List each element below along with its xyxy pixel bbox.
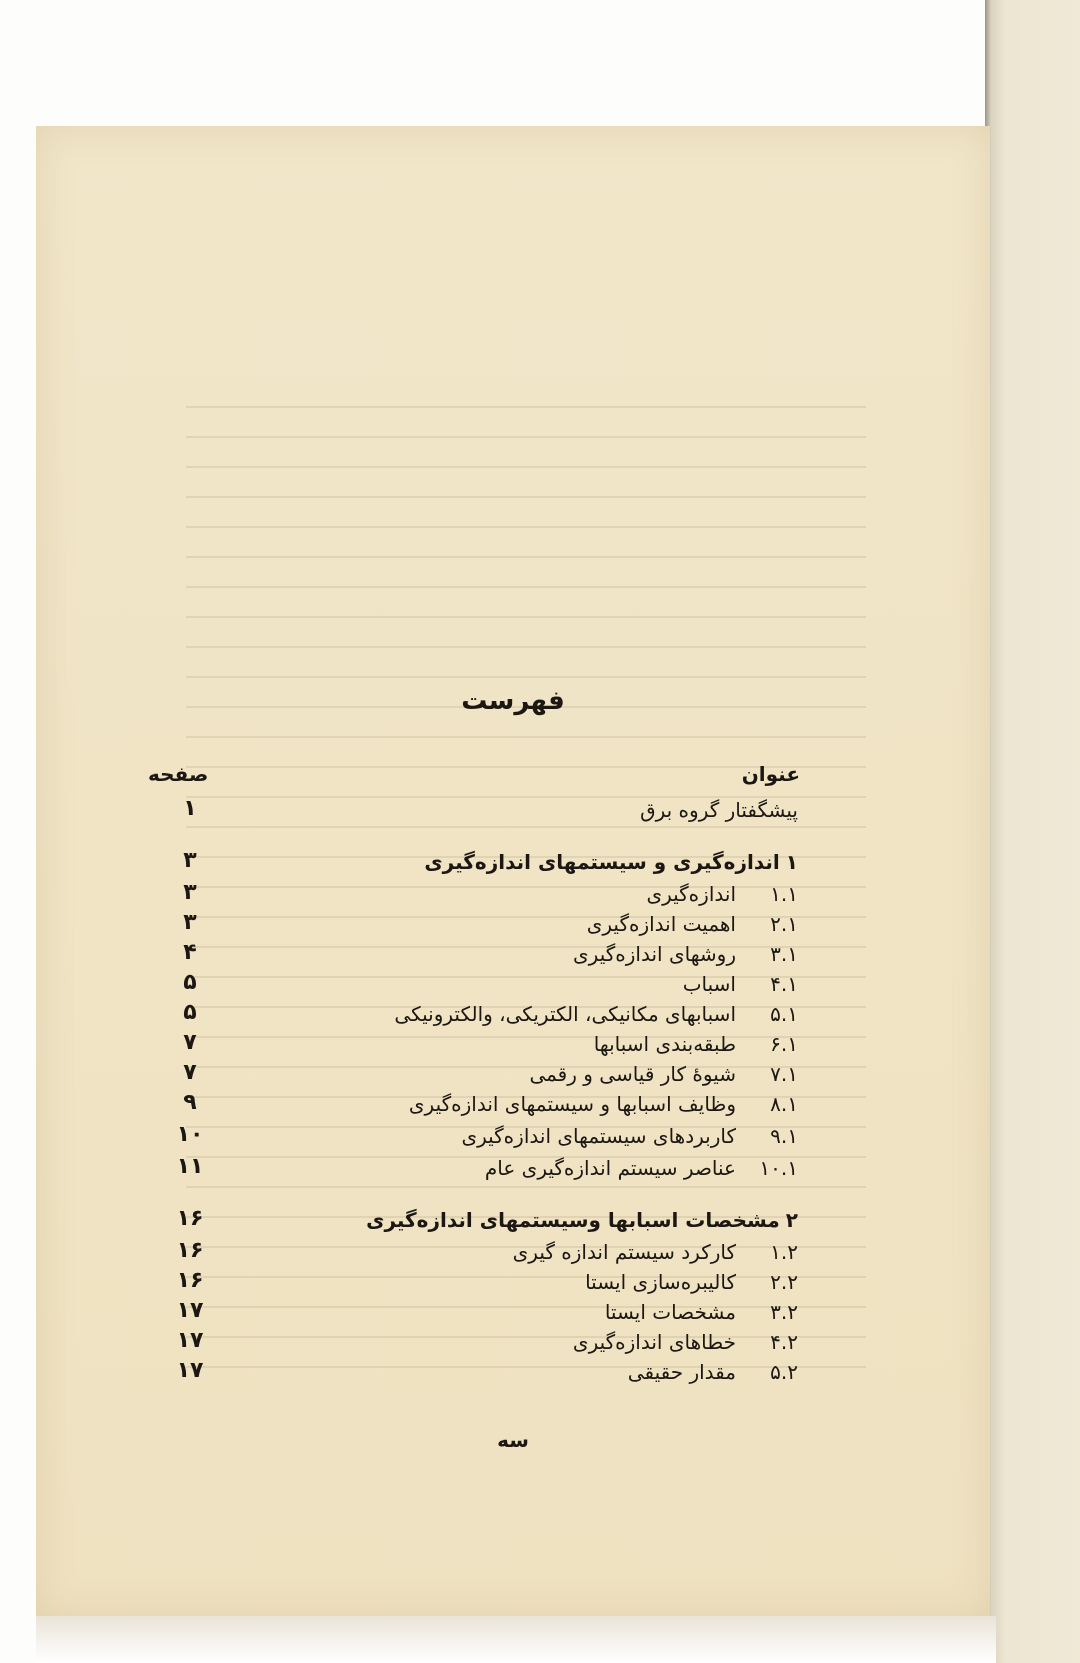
toc-entry-number: ۵.۲ — [770, 1360, 798, 1384]
toc-entry-text: اندازه‌گیری — [646, 882, 736, 906]
toc-entry — [594, 1032, 798, 1056]
toc-entry-text: روشهای اندازه‌گیری — [573, 942, 736, 966]
toc-entry — [485, 1156, 798, 1180]
toc-entry-text: کارکرد سیستم اندازه گیری — [512, 1240, 736, 1264]
column-header-title: عنوان — [741, 762, 800, 786]
toc-entry-number: ۲.۱ — [770, 912, 798, 936]
toc-entry-text: مشخصات اسبابها وسیستمهای اندازه‌گیری — [366, 1208, 780, 1232]
toc-entry — [573, 942, 798, 966]
toc-entry-text: پیشگفتار گروه برق — [640, 798, 798, 822]
toc-entry — [394, 1002, 798, 1026]
toc-entry-page-number: ۳ — [183, 880, 197, 905]
toc-entry-text: خطاهای اندازه‌گیری — [572, 1330, 736, 1354]
book-page — [36, 126, 990, 1618]
toc-entry-page-number: ۷ — [183, 1030, 197, 1055]
toc-entry-page-number: ۱۶ — [176, 1206, 204, 1231]
toc-entry-number: ۹.۱ — [770, 1124, 798, 1148]
toc-entry-number: ۱ — [785, 850, 798, 874]
toc-entry-number: ۴.۱ — [770, 972, 798, 996]
toc-entry-page-number: ۳ — [183, 848, 197, 873]
toc-entry — [513, 1240, 798, 1264]
toc-entry-number: ۷.۱ — [770, 1062, 798, 1086]
toc-entry-page-number: ۱۷ — [176, 1328, 204, 1353]
toc-entry-page-number: ۱۰ — [176, 1122, 204, 1147]
toc-entry-text: اهمیت اندازه‌گیری — [586, 912, 736, 936]
toc-entry-text: وظایف اسبابها و سیستمهای اندازه‌گیری — [408, 1092, 736, 1116]
toc-entry-page-number: ۵ — [183, 1000, 197, 1025]
toc-entry-number: ۶.۱ — [770, 1032, 798, 1056]
toc-entry-number: ۱.۲ — [770, 1240, 798, 1264]
column-header-page: صفحه — [148, 762, 209, 786]
toc-entry-page-number: ۴ — [183, 940, 197, 965]
toc-entry — [461, 1124, 798, 1148]
toc-entry — [366, 1208, 798, 1232]
toc-entry-text: اسباب — [682, 972, 736, 996]
toc-entry-number: ۴.۲ — [770, 1330, 798, 1354]
toc-entry-page-number: ۳ — [183, 910, 197, 935]
page-bottom-shadow — [36, 1616, 996, 1663]
toc-entry-page-number: ۱ — [183, 796, 197, 821]
toc-title: فهرست — [461, 686, 565, 716]
toc-entry-page-number: ۱۷ — [176, 1358, 204, 1383]
toc-entry-page-number: ۱۶ — [176, 1268, 204, 1293]
toc-entry — [605, 1300, 798, 1324]
toc-entry-text: مقدار حقیقی — [627, 1360, 736, 1384]
adjacent-page-edge — [985, 0, 1080, 1663]
toc-entry-text: عناصر سیستم اندازه‌گیری عام — [484, 1156, 736, 1180]
toc-entry — [640, 798, 798, 822]
toc-entry-number: ۲ — [785, 1208, 798, 1232]
toc-entry-text: شیوهٔ کار قیاسی و رقمی — [529, 1062, 736, 1086]
toc-entry — [683, 972, 798, 996]
toc-entry-page-number: ۹ — [183, 1090, 197, 1115]
toc-entry-page-number: ۱۷ — [176, 1298, 204, 1323]
toc-entry-page-number: ۵ — [183, 970, 197, 995]
toc-entry-page-number: ۱۶ — [176, 1238, 204, 1263]
toc-entry-number: ۱۰.۱ — [759, 1156, 798, 1180]
toc-entry-text: کاربردهای سیستمهای اندازه‌گیری — [461, 1124, 736, 1148]
toc-entry-text: مشخصات ایستا — [604, 1300, 736, 1324]
toc-entry-text: طبقه‌بندی اسبابها — [593, 1032, 736, 1056]
toc-entry-text: اندازه‌گیری و سیستمهای اندازه‌گیری — [424, 850, 780, 874]
toc-entry-page-number: ۱۱ — [176, 1154, 204, 1179]
toc-entry-page-number: ۷ — [183, 1060, 197, 1085]
toc-entry-number: ۱.۱ — [770, 882, 798, 906]
toc-entry-number: ۳.۲ — [770, 1300, 798, 1324]
toc-entry — [409, 1092, 798, 1116]
toc-entry — [587, 912, 798, 936]
toc-entry — [529, 1062, 798, 1086]
toc-entry — [646, 882, 798, 906]
toc-entry-text: اسبابهای مکانیکی، الکتریکی، والکترونیکی — [394, 1002, 736, 1026]
toc-entry-number: ۳.۱ — [770, 942, 798, 966]
toc-entry-text: کالیبره‌سازی ایستا — [585, 1270, 736, 1294]
toc-entry — [424, 850, 798, 874]
toc-entry — [585, 1270, 798, 1294]
toc-entry — [628, 1360, 798, 1384]
toc-entry-number: ۸.۱ — [770, 1092, 798, 1116]
toc-entry-number: ۵.۱ — [770, 1002, 798, 1026]
toc-entry-number: ۲.۲ — [770, 1270, 798, 1294]
page-folio: سه — [497, 1428, 529, 1452]
toc-entry — [573, 1330, 798, 1354]
